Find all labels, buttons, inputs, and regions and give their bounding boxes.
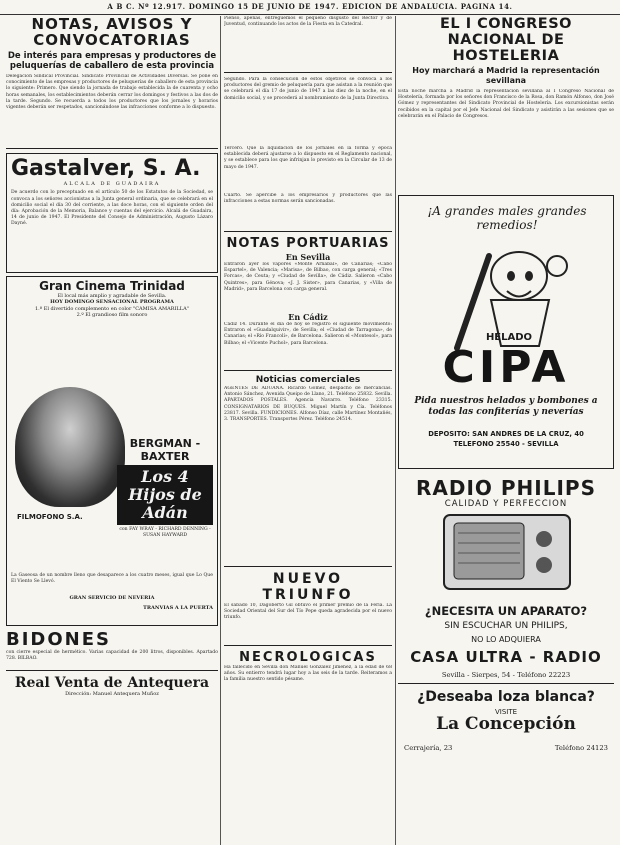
necrologicas-title: NECROLOGICAS (239, 650, 377, 665)
radio-subtitle: CALIDAD Y PERFECCION (444, 499, 568, 509)
cipa-telefono: TELEFONO 25540 - SEVILLA (453, 440, 559, 448)
film-title: Los 4 Hijos de Adán (117, 465, 213, 525)
concepcion-address: Cerrajería, 23 (404, 744, 453, 752)
noticias-title: Noticias comerciales (255, 375, 361, 385)
column-middle (224, 16, 392, 705)
real-venta-ad (6, 675, 218, 697)
article-body: Cuarto. Se apercibe a los empresarios y productores que las infracciones a estas normas serán sancionadas. (224, 193, 392, 205)
casa-ultra-address: Sevilla - Sierpes, 54 - Teléfono 22223 (441, 671, 571, 679)
congreso-title: EL I CONGRESO NACIONAL DE HOSTELERIA (440, 16, 572, 64)
en-sevilla-heading: En Sevilla (285, 252, 331, 262)
cinema-ad (6, 276, 218, 626)
gastalver-name: Gastalver, S. A. (11, 156, 201, 181)
cipa-ad (398, 195, 614, 469)
film-credits (117, 437, 213, 539)
cipa-slogan: ¡A grandes males grandes remedios! (427, 204, 587, 232)
notas-subtitle: De interés para empresas y productores de peluquerías de caballero de esta provincia (7, 51, 217, 71)
filmofono-logo: FILMOFONO S.A. (17, 513, 83, 521)
divider (224, 231, 392, 232)
concepcion-phone: Teléfono 24123 (554, 744, 608, 752)
concepcion-name: La Concepción (436, 714, 576, 734)
congreso-body: Esta noche marcha a Madrid la representación sevillana al I Congreso Nacional de Hostelería, formada por los señores don Francisco de la Rosa, don Ramón Alfonso, don José Gómez y representantes del Sindicato Provincial de Hostelería. Los excursionistas serán recibidos en la capital por el Jefe Nacional del Sindicato y asistirán a las sesiones que se celebrarán en el Palacio de Congresos. (398, 89, 614, 119)
column-rule (395, 16, 396, 845)
loza-title: ¿Deseaba loza blanca? (417, 689, 595, 705)
nuevo-triunfo-title: NUEVO TRIUNFO (262, 571, 354, 603)
nuevo-triunfo-body: El sábado 10, Dagoberto Gil obtuvo el primer premio de la Feria. La Sociedad Oriental del Sur del Tío Pepe queda agradecida por el nuevo triunfo. (224, 603, 392, 621)
cipa-deposito: DEPOSITO: SAN ANDRES DE LA CRUZ, 40 (428, 430, 584, 438)
column-rule (220, 16, 221, 845)
radio-philips-ad (398, 477, 614, 741)
gastalver-place: ALCALA DE GUADAIRA (63, 181, 161, 187)
en-cadiz-heading: En Cádiz (288, 312, 328, 322)
real-venta-subtitle: Dirección: Manuel Antequera Muñoz (65, 691, 159, 697)
divider (6, 670, 218, 671)
notas-body: Delegación Sindical Provincial. Sindicato Provincial de Actividades Diversas. Se pone en conocimiento de las empresas y productores de peluquerías de caballero de esta provincia lo siguiente: Primero. Que siendo la jornada de trabajo establecida la de cuarenta y ocho horas semanales, los establecimientos deberán cerrar los domingos y festivos a las dos de la tarde. Segundo. Se recuerda a todos los productores que los jornales y horarios vigentes deberán ser respetados, sancionándose las infracciones conforme a lo dispuesto. (6, 74, 218, 111)
cinema-line: El local más amplio y agradable de Sevilla. (57, 293, 167, 299)
concepcion-contact (398, 743, 614, 755)
cipa-helado: HELADO (485, 332, 533, 343)
page-header: A B C. Nº 12.917. DOMINGO 15 DE JUNIO DE 1947. EDICION DE ANDALUCIA. PAGINA 14. (0, 0, 620, 15)
congreso-subtitle: Hoy marchará a Madrid la representación sevillana (412, 66, 600, 85)
necesita-line: ¿NECESITA UN APARATO? (424, 604, 588, 618)
bidones-title: BIDONES (6, 630, 111, 650)
column-right (398, 16, 614, 755)
cipa-logo: CIPA (442, 342, 570, 393)
cipa-tagline: Pida nuestros helados y bombones a todas las confiterías y neverías (414, 396, 598, 417)
noticias-body: AGENTES DE ADUANA. Ricardo Gómez, despacho de mercancías. Antonio Sánchez, Avenida Queipo de Llano, 21. Teléfono 25832. Sevilla. APARTADOS POSTALES. Agencia Navarro. Teléfono 23315. CONSIGNATARIOS DE BUQUES. Miguel Martín y Cía. Teléfonos 23817. Sevilla. FUNDICIONES. Alfonso Díaz, calle Martínez Montañés, 3. TRANSPORTES. Transportes Pérez. Teléfono 24514. (224, 386, 392, 423)
divider (224, 645, 392, 646)
divider (398, 683, 614, 684)
bidones-body: con cierre especial de hermético. Varias capacidad de 200 litros, disponibles. Apartado 728. BILBAO. (6, 650, 218, 662)
no-adquiera-line: NO LO ADQUIERA (471, 635, 541, 644)
cadiz-port-body: Cádiz 14. Durante el día de hoy se registró el siguiente movimiento: Entraron el «Guadalquivir», de Sevilla; el «Ciudad de Tarragona», de Canarias; el «Río Francolí», de Barcelona. Salieron el «Montesol», para Bilbao; el «Vicente Puchol», para Barcelona. (224, 322, 392, 346)
divider (224, 72, 392, 73)
notas-title: NOTAS, AVISOS Y CONVOCATORIAS (31, 16, 193, 49)
column-left (6, 16, 218, 697)
bidones-ad (6, 630, 218, 666)
nevera-service: GRAN SERVICIO DE NEVERIA (69, 595, 155, 601)
gastalver-body: De acuerdo con lo preceptuado en el artículo 50 de los Estatutos de la Sociedad, se convoca a los señores accionistas a la Junta general ordinaria, que se celebrará en el domicilio social el día 30 del corriente, a las doce horas, con el siguiente orden del día: Aprobación de la Memoria, Balance y cuentas del ejercicio. Alcalá de Guadaira, 14 de junio de 1947. El Presidente del Consejo de Administración, Augusto Lázaro Dayné. (11, 190, 213, 227)
cinema-footer: La Gaseosa de un nombre lleno que desaparece a los cuatro meses, igual que Lo Que El Viento Se Llevó. (11, 573, 213, 585)
divider (6, 148, 218, 149)
cinema-line: HOY DOMINGO SENSACIONAL PROGRAMA (50, 299, 174, 306)
necrologicas-body: Ha fallecido en Sevilla don Manuel González Jiménez, a la edad de 68 años. Su entierro tendrá lugar hoy a las seis de la tarde. Reiteramos a la familia nuestro sentido pésame. (224, 665, 392, 683)
gastalver-notice (6, 153, 218, 273)
visite-label: VISITE (494, 708, 518, 716)
article-body: Tercero. Que la liquidación de los jornales en la forma y época establecida deberá ajustarse a lo dispuesto en el Reglamento nacional, y se establece para los que infrinjan lo previsto en la Circular de 13 de mayo de 1947. (224, 146, 392, 170)
real-venta-title: Real Venta de Antequera (14, 675, 210, 691)
cinema-name: Gran Cinema Trinidad (39, 279, 185, 293)
divider (224, 370, 392, 371)
film-support: con FAY WRAY - RICHARD DENNING - SUSAN HAYWARD (119, 527, 211, 538)
sevilla-port-body: Entraron ayer los vapores «Monte Arnabal», de Canarias; «Cabo Espartel», de Valencia; «Marisa», de Bilbao, con carga general; «Tres Forcas», de Ceuta; y «Ciudad de Sevilla», de Cádiz. Salieron «Cabo Quintres», para Génova; «J. J. Sister», para Canarias, y «Villa de Madrid», para Barcelona con carga general. (224, 262, 392, 292)
film-stars: BERGMAN - BAXTER (129, 437, 201, 463)
article-body: Segundo. Para la consecución de estos objetivos se convoca a los productores del gremio de peluquería para que asistan a la reunión que se celebrará el día 17 de junio de 1947 a las diez de la noche, en el domicilio social, y se procederá al nombramiento de la Junta Directiva. (224, 77, 392, 101)
casa-ultra-radio: CASA ULTRA - RADIO (410, 648, 602, 666)
intro-text: Pienso, apenas, entreguemos el pequeño disgusto del Rector y de Juventud, continuando los actos de la Fiesta en la Catedral. (224, 16, 392, 28)
tranvias-note: TRANVIAS A LA PUERTA (143, 605, 213, 611)
radio-set-illustration (442, 513, 572, 591)
sin-escuchar-line: SIN ESCUCHAR UN PHILIPS, (444, 621, 568, 631)
actress-portrait (15, 387, 125, 507)
cinema-line: 1.º El divertido complemento en color "CAMISA AMARILLA" (34, 305, 190, 312)
portuarias-title: NOTAS PORTUARIAS (226, 236, 390, 251)
cinema-line: 2.º El grandioso film sonoro (76, 312, 148, 319)
divider (224, 566, 392, 567)
radio-title: RADIO PHILIPS (416, 476, 596, 500)
